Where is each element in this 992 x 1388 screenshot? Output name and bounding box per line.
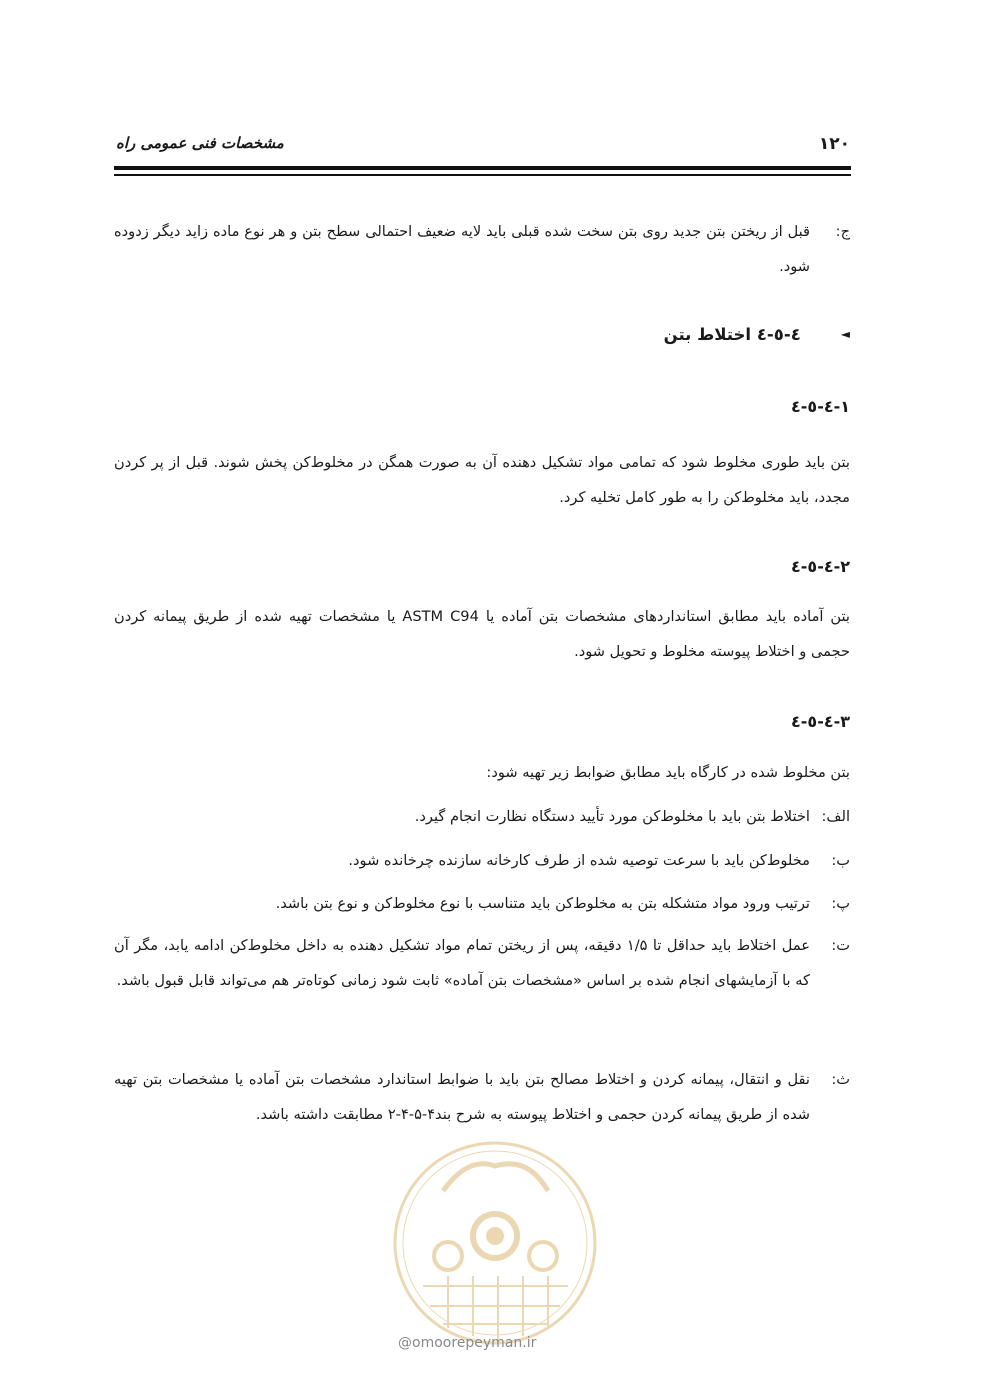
header-rule-thin	[114, 174, 851, 176]
list-item-be	[114, 843, 850, 878]
subsection-number: ٣-٤-٥-٤	[791, 712, 850, 731]
header-rule-thick	[114, 166, 851, 170]
list-item-text: نقل و انتقال، پیمانه کردن و اختلاط مصالح بتن باید با ضوابط استاندارد مشخصات بتن آماده یا مشخصات بتن تهیه شده از طریق پیمانه کردن حجمی و اختلاط پیوسته به شرح بند۴-۵-۴-۲ مطابقت داشته باشد.	[114, 1071, 810, 1123]
running-title: مشخصات فنی عمومی راه	[116, 134, 284, 152]
section-heading	[664, 325, 850, 344]
paragraph: بتن آماده باید مطابق استانداردهای مشخصات بتن آماده یا ASTM C94 یا مشخصات تهیه شده از طریق پیمانه کردن حجمی و اختلاط پیوسته مخلوط و تحویل شود.	[114, 608, 850, 660]
list-marker: ت:	[831, 937, 850, 954]
list-item-text: اختلاط بتن باید با مخلوط‌کن مورد تأیید دستگاه نظارت انجام گیرد.	[414, 808, 810, 825]
watermark-site-url: @omoorepeyman.ir	[398, 1335, 537, 1351]
list-marker: ث:	[831, 1071, 850, 1088]
list-item-te	[114, 928, 850, 998]
subsection-number: ١-٤-٥-٤	[791, 397, 850, 416]
paragraph: بتن مخلوط شده در کارگاه باید مطابق ضوابط زیر تهیه شود:	[486, 764, 850, 781]
list-item-se	[114, 1062, 850, 1132]
section-title: ٤-٥-٤ اختلاط بتن	[663, 325, 801, 344]
list-item-text: قبل از ریختن بتن جدید روی بتن سخت شده قبلی باید لایه ضعیف احتمالی سطح بتن و هر نوع ماده زاید دیگر زدوده شود.	[114, 223, 810, 275]
list-item-jim	[114, 214, 850, 284]
list-marker: ج:	[835, 223, 850, 240]
list-item-pe	[114, 886, 850, 921]
list-item-text: مخلوط‌کن باید با سرعت توصیه شده از طرف کارخانه سازنده چرخانده شود.	[348, 852, 810, 869]
subsection-number: ٢-٤-٥-٤	[791, 557, 850, 576]
paragraph: بتن باید طوری مخلوط شود که تمامی مواد تشکیل دهنده آن به صورت همگن در مخلوط‌کن پخش شوند. قبل از پر کردن مجدد، باید مخلوط‌کن را به طور کامل تخلیه کرد.	[114, 454, 850, 506]
list-marker: پ:	[831, 895, 850, 912]
list-item-text: ترتیب ورود مواد متشکله بتن به مخلوط‌کن باید متناسب با نوع مخلوط‌کن و نوع بتن باشد.	[275, 895, 810, 912]
page-number: ۱۲۰	[818, 134, 850, 154]
list-marker: ب:	[831, 852, 850, 869]
list-item-text: عمل اختلاط باید حداقل تا ۱/۵ دقیقه، پس از ریختن تمام مواد تشکیل دهنده به داخل مخلوط‌کن ادامه یابد، مگر آن که با آزمایشهای انجام شده بر اساس «مشخصات بتن آماده» ثابت شود زمانی کوتاه‌تر هم می‌تواند قابل قبول باشد.	[114, 937, 810, 989]
watermark-logo-icon	[388, 1136, 602, 1350]
bullet-arrow-icon: ◄	[840, 327, 850, 341]
list-marker: الف:	[821, 808, 850, 825]
list-item-alef	[114, 799, 850, 834]
